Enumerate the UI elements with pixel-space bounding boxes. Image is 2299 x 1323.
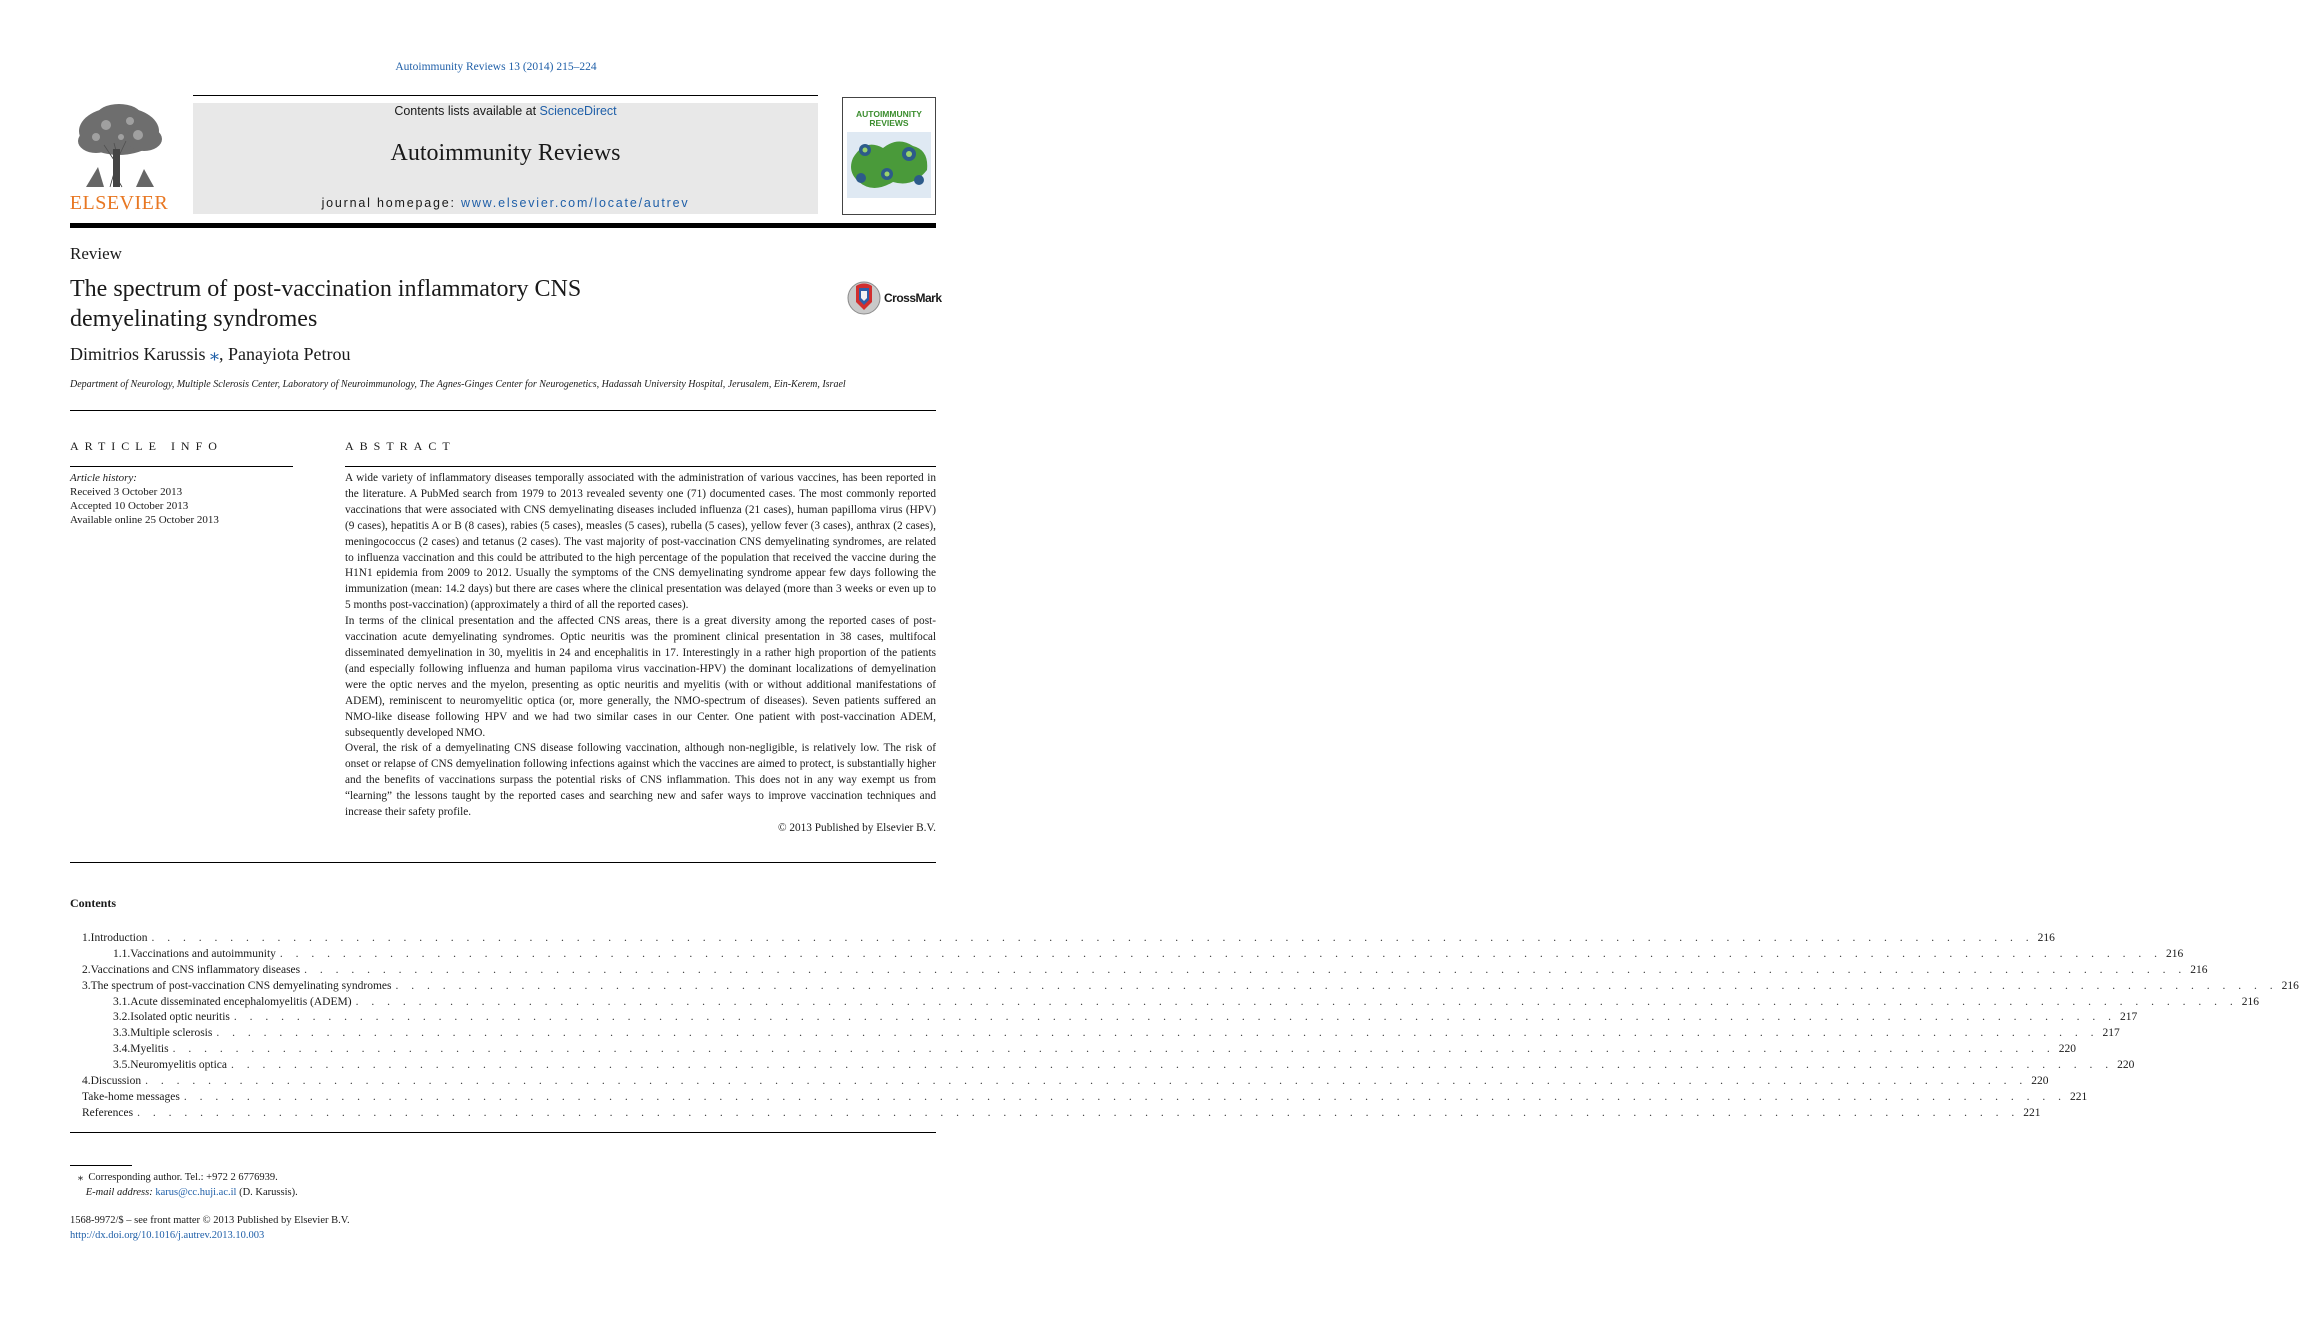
toc-entry-number: 3.3. bbox=[113, 1027, 131, 1040]
email-label: E-mail address: bbox=[85, 1187, 153, 1198]
toc-entry-title[interactable]: The spectrum of post-vaccination CNS demyelinating syndromes bbox=[90, 979, 392, 992]
elsevier-tree-icon bbox=[66, 103, 172, 189]
corresponding-author-marker[interactable]: ⁎ bbox=[210, 344, 220, 364]
toc-entry-number: 3.1. bbox=[113, 995, 131, 1008]
abstract-rule bbox=[345, 466, 936, 467]
contents-available-line bbox=[193, 104, 818, 118]
toc-entry-page: 216 bbox=[2241, 995, 2259, 1008]
toc-entry-title[interactable]: Introduction bbox=[90, 932, 148, 944]
toc-dot-leader: . . . . . . . . . . . . . . . . . . . . . . . . . . . . . . . . . . . . . . . . . . . . . . . . . . . . . . . . . . . . . . . . . . . . . . . . . . . . . . . . . . . . . . . . . . . . . . . . . . . . . . . . . . . . . . . . . . . . . . . . bbox=[183, 1090, 2066, 1103]
toc-entry[interactable] bbox=[82, 1106, 2041, 1122]
received-date: Received 3 October 2013 bbox=[70, 486, 183, 498]
toc-entry-leader bbox=[130, 1042, 2054, 1058]
header-rule bbox=[193, 95, 818, 96]
toc-entry-title[interactable]: References bbox=[82, 1106, 134, 1119]
toc-dot-leader: . . . . . . . . . . . . . . . . . . . . . . . . . . . . . . . . . . . . . . . . . . . . . . . . . . . . . . . . . . . . . . . . . . . . . . . . . . . . . . . . . . . . . . . . . . . . . . . . . . . . . . . . . . . . . . . . . . . . . . . . bbox=[233, 1011, 2117, 1024]
toc-entry-title[interactable]: Neuromyelitis optica bbox=[130, 1059, 228, 1072]
toc-dot-leader: . . . . . . . . . . . . . . . . . . . . . . . . . . . . . . . . . . . . . . . . . . . . . . . . . . . . . . . . . . . . . . . . . . . . . . . . . . . . . . . . . . . . . . . . . . . . . . . . . . . . . . . . . . . . . . . . . . . . . . . . bbox=[231, 1059, 2114, 1072]
toc-entry[interactable] bbox=[82, 1042, 2076, 1058]
toc-entry[interactable] bbox=[82, 1090, 2088, 1106]
crossmark-badge[interactable] bbox=[846, 280, 946, 318]
toc-entry-title[interactable]: Vaccinations and CNS inflammatory diseases bbox=[90, 963, 301, 976]
corresponding-author-text: Corresponding author. Tel.: +972 2 6776939. bbox=[88, 1172, 278, 1183]
author-list bbox=[70, 344, 351, 365]
journal-name: Autoimmunity Reviews bbox=[390, 140, 621, 166]
toc-dot-leader: . . . . . . . . . . . . . . . . . . . . . . . . . . . . . . . . . . . . . . . . . . . . . . . . . . . . . . . . . . . . . . . . . . . . . . . . . . . . . . . . . . . . . . . . . . . . . . . . . . . . . . . . . . . . . . . . . . . . . . . . bbox=[304, 963, 2187, 976]
article-info-rule bbox=[70, 466, 293, 467]
toc-entry-title[interactable]: Myelitis bbox=[130, 1043, 169, 1056]
toc-entry-number: 3.4. bbox=[113, 1043, 131, 1056]
section-rule bbox=[70, 410, 936, 411]
abstract-heading: ABSTRACT bbox=[345, 439, 456, 453]
toc-entry-leader bbox=[82, 1090, 2066, 1106]
toc-entry[interactable] bbox=[82, 1010, 2138, 1026]
corresponding-author-note bbox=[70, 1170, 298, 1185]
cover-title-line-2: REVIEWS bbox=[869, 118, 909, 128]
toc-dot-leader: . . . . . . . . . . . . . . . . . . . . . . . . . . . . . . . . . . . . . . . . . . . . . . . . . . . . . . . . . . . . . . . . . . . . . . . . . . . . . . . . . . . . . . . . . . . . . . . . . . . . . . . . . . . . . . . . . . . . . . . . bbox=[395, 979, 2278, 992]
toc-entry-page: 221 bbox=[2070, 1090, 2088, 1103]
toc-entry-number: 3. bbox=[82, 979, 91, 992]
cover-title-line-1: AUTOIMMUNITY bbox=[856, 109, 922, 119]
history-label: Article history: bbox=[70, 472, 137, 484]
toc-dot-leader: . . . . . . . . . . . . . . . . . . . . . . . . . . . . . . . . . . . . . . . . . . . . . . . . . . . . . . . . . . . . . . . . . . . . . . . . . . . . . . . . . . . . . . . . . . . . . . . . . . . . . . . . . . . . . . . . . . . . . . . . bbox=[145, 1075, 2028, 1088]
table-of-contents bbox=[82, 931, 2299, 1122]
toc-entry-number: 3.5. bbox=[113, 1059, 131, 1072]
toc-entry[interactable] bbox=[82, 1026, 2120, 1042]
toc-dot-leader: . . . . . . . . . . . . . . . . . . . . . . . . . . . . . . . . . . . . . . . . . . . . . . . . . . . . . . . . . . . . . . . . . . . . . . . . . . . . . . . . . . . . . . . . . . . . . . . . . . . . . . . . . . . . . . . . . . . . . . . . bbox=[151, 932, 2034, 944]
section-rule bbox=[70, 1132, 936, 1133]
abstract-paragraph: In terms of the clinical presentation and the affected CNS areas, there is a great diversity among the reported cases of post-vaccination acute demyelinating syndromes. Optic neuritis was the prominent clinical presentation in 38 cases, multifocal disseminated demyelination in 30, myelitis in 24 and encephalitis in 17. Interestingly in a rather high proportion of the patients (and especially following influenza and human papiloma virus vaccination-HPV) the dominant localizations of demyelination were the optic nerves and the myelon, presenting as optic neuritis and myelitis (with or without additional manifestations of ADEM), reminiscent to neuromyelitic optica (or, more generally, the NMO-spectrum of diseases). Seven patients suffered an NMO-like disease following HPV and we had two similar cases in our Center. One patient with post-vaccination ADEM, subsequently developed NMO. bbox=[345, 615, 936, 739]
toc-entry-page: 217 bbox=[2102, 1027, 2120, 1040]
homepage-url-link[interactable]: www.elsevier.com/locate/autrev bbox=[461, 196, 690, 210]
issn-line: 1568-9972/$ – see front matter © 2013 Published by Elsevier B.V. bbox=[70, 1215, 350, 1226]
toc-dot-leader: . . . . . . . . . . . . . . . . . . . . . . . . . . . . . . . . . . . . . . . . . . . . . . . . . . . . . . . . . . . . . . . . . . . . . . . . . . . . . . . . . . . . . . . . . . . . . . . . . . . . . . . . . . . . . . . . . . . . . . . . bbox=[172, 1043, 2055, 1056]
title-line-2: demyelinating syndromes bbox=[70, 306, 318, 332]
abstract-body bbox=[345, 471, 936, 837]
toc-entry[interactable] bbox=[82, 979, 2299, 995]
toc-entry-title[interactable]: Vaccinations and autoimmunity bbox=[130, 947, 276, 960]
homepage-prefix: journal homepage: bbox=[321, 196, 462, 210]
toc-dot-leader: . . . . . . . . . . . . . . . . . . . . . . . . . . . . . . . . . . . . . . . . . . . . . . . . . . . . . . . . . . . . . . . . . . . . . . . . . . . . . . . . . . . . . . . . . . . . . . . . . . . . . . . . . . . . . . . . . . . . . . . . bbox=[279, 947, 2163, 960]
toc-entry-number: 3.2. bbox=[113, 1011, 131, 1024]
author-separator: , bbox=[219, 344, 229, 364]
article-title bbox=[70, 274, 690, 334]
cover-globe-icon bbox=[843, 98, 935, 214]
toc-entry-page: 216 bbox=[2166, 947, 2184, 960]
toc-entry-page: 217 bbox=[2120, 1011, 2138, 1024]
toc-entry-leader bbox=[91, 1074, 2028, 1090]
author-name: Dimitrios Karussis bbox=[70, 344, 206, 364]
author-name: Panayiota Petrou bbox=[228, 344, 351, 364]
toc-entry-title[interactable]: Take-home messages bbox=[82, 1090, 180, 1103]
accepted-date: Accepted 10 October 2013 bbox=[70, 500, 189, 512]
toc-entry[interactable] bbox=[82, 947, 2184, 963]
toc-entry-page: 216 bbox=[2281, 979, 2299, 992]
article-history bbox=[70, 471, 219, 527]
toc-dot-leader: . . . . . . . . . . . . . . . . . . . . . . . . . . . . . . . . . . . . . . . . . . . . . . . . . . . . . . . . . . . . . . . . . . . . . . . . . . . . . . . . . . . . . . . . . . . . . . . . . . . . . . . . . . . . . . . . . . . . . . . . bbox=[137, 1106, 2020, 1119]
toc-entry-title[interactable]: Discussion bbox=[90, 1075, 142, 1088]
contents-prefix: Contents lists available at bbox=[394, 104, 540, 118]
crossmark-label: CrossMark bbox=[884, 291, 942, 305]
article-type: Review bbox=[70, 244, 122, 263]
toc-entry-number: 2. bbox=[82, 963, 91, 976]
doi-link[interactable]: http://dx.doi.org/10.1016/j.autrev.2013.10.003 bbox=[70, 1230, 265, 1241]
author-affiliation: Department of Neurology, Multiple Sclerosis Center, Laboratory of Neuroimmunology, The Agnes-Ginges Center for Neurogenetics, Hadassah University Hospital, Jerusalem, Ein-Kerem, Israel bbox=[70, 379, 846, 390]
elsevier-logo[interactable] bbox=[66, 103, 172, 215]
toc-entry-leader bbox=[91, 979, 2278, 995]
toc-entry-leader bbox=[130, 1026, 2098, 1042]
abstract-copyright: © 2013 Published by Elsevier B.V. bbox=[777, 821, 936, 834]
toc-entry-leader bbox=[130, 1010, 2116, 1026]
toc-entry[interactable] bbox=[82, 1074, 2049, 1090]
article-info-heading: ARTICLE INFO bbox=[70, 439, 223, 453]
footnotes bbox=[70, 1170, 298, 1200]
crossmark-icon bbox=[846, 280, 882, 318]
journal-cover-thumbnail[interactable] bbox=[842, 97, 936, 215]
toc-dot-leader: . . . . . . . . . . . . . . . . . . . . . . . . . . . . . . . . . . . . . . . . . . . . . . . . . . . . . . . . . . . . . . . . . . . . . . . . . . . . . . . . . . . . . . . . . . . . . . . . . . . . . . . . . . . . . . . . . . . . . . . . bbox=[216, 1027, 2099, 1040]
sciencedirect-link[interactable]: ScienceDirect bbox=[539, 104, 617, 118]
toc-entry[interactable] bbox=[82, 931, 2055, 947]
toc-dot-leader: . . . . . . . . . . . . . . . . . . . . . . . . . . . . . . . . . . . . . . . . . . . . . . . . . . . . . . . . . . . . . . . . . . . . . . . . . . . . . . . . . . . . . . . . . . . . . . . . . . . . . . . . . . . . . . . . . . . . . . . . bbox=[355, 995, 2238, 1008]
abstract-paragraph: A wide variety of inflammatory diseases temporally associated with the administration of various vaccines, has been reported in the literature. A PubMed search from 1979 to 2013 revealed seventy one (71) documented cases. The most commonly reported vaccinations that were associated with CNS demyelinating diseases included influenza (21 cases), human papilloma virus (HPV) (9 cases), hepatitis A or B (8 cases), rabies (5 cases), measles (5 cases), rubella (5 cases), yellow fever (3 cases), anthrax (2 cases), meningococcus (2 cases) and tetanus (2 cases). The vast majority of post-vaccination CNS demyelinating syndromes, are related to influenza vaccination and this could be attributed to the high percentage of the population that received the vaccine during the H1N1 epidemia from 2009 to 2012. Usually the symptoms of the CNS demyelinating syndrome appear few days following the immunization (mean: 14.2 days) but there are cases where the clinical presentation was delayed (more than 3 weeks or even up to 5 months post-vaccination) (approximately a third of all the reported cases). bbox=[345, 472, 936, 612]
section-rule bbox=[70, 862, 936, 863]
toc-entry-title[interactable]: Isolated optic neuritis bbox=[130, 1011, 230, 1024]
toc-entry-leader bbox=[91, 963, 2187, 979]
front-matter bbox=[70, 1213, 350, 1243]
toc-entry[interactable] bbox=[82, 1058, 2135, 1074]
toc-entry-page: 221 bbox=[2023, 1106, 2041, 1119]
title-line-1: The spectrum of post-vaccination inflammatory CNS bbox=[70, 276, 582, 302]
abstract-paragraph: Overal, the risk of a demyelinating CNS disease following vaccination, although non-negligible, is relatively low. The risk of onset or relapse of CNS demyelination following infections against which the vaccines are aimed to protect, is substantially higher and the benefits of vaccinations surpass the potential risks of CNS inflammation. This does not in any way exempt us from “learning” the lessons taught by the reported cases and searching new and safer ways to improve vaccination techniques and increase their safety profile. bbox=[345, 742, 936, 819]
toc-entry-page: 220 bbox=[2031, 1075, 2049, 1088]
toc-entry[interactable] bbox=[82, 995, 2259, 1011]
toc-entry-number: 1. bbox=[82, 932, 91, 944]
footnote-rule bbox=[70, 1165, 132, 1166]
journal-homepage-line bbox=[193, 196, 818, 210]
toc-entry-leader bbox=[130, 1058, 2113, 1074]
email-link[interactable]: karus@cc.huji.ac.il bbox=[155, 1187, 237, 1198]
toc-entry-leader bbox=[91, 931, 2034, 947]
email-suffix: (D. Karussis). bbox=[236, 1187, 298, 1198]
toc-entry-leader bbox=[82, 1106, 2019, 1122]
toc-entry[interactable] bbox=[82, 963, 2208, 979]
toc-entry-leader bbox=[130, 947, 2162, 963]
toc-entry-page: 220 bbox=[2058, 1043, 2076, 1056]
email-note bbox=[70, 1185, 298, 1200]
contents-heading: Contents bbox=[70, 896, 117, 910]
toc-entry-number: 1.1. bbox=[113, 947, 131, 960]
footnote-marker: ⁎ bbox=[77, 1172, 84, 1183]
toc-entry-page: 216 bbox=[2190, 963, 2208, 976]
toc-entry-number: 4. bbox=[82, 1075, 91, 1088]
toc-entry-page: 220 bbox=[2117, 1059, 2135, 1072]
elsevier-wordmark: ELSEVIER bbox=[69, 192, 169, 214]
header-thick-rule bbox=[70, 223, 936, 228]
toc-entry-title[interactable]: Acute disseminated encephalomyelitis (ADEM) bbox=[130, 995, 352, 1008]
toc-entry-leader bbox=[130, 995, 2237, 1011]
online-date: Available online 25 October 2013 bbox=[70, 514, 219, 526]
toc-entry-title[interactable]: Multiple sclerosis bbox=[130, 1027, 213, 1040]
journal-citation-link[interactable]: Autoimmunity Reviews 13 (2014) 215–224 bbox=[395, 61, 597, 73]
toc-entry-page: 216 bbox=[2037, 932, 2055, 944]
